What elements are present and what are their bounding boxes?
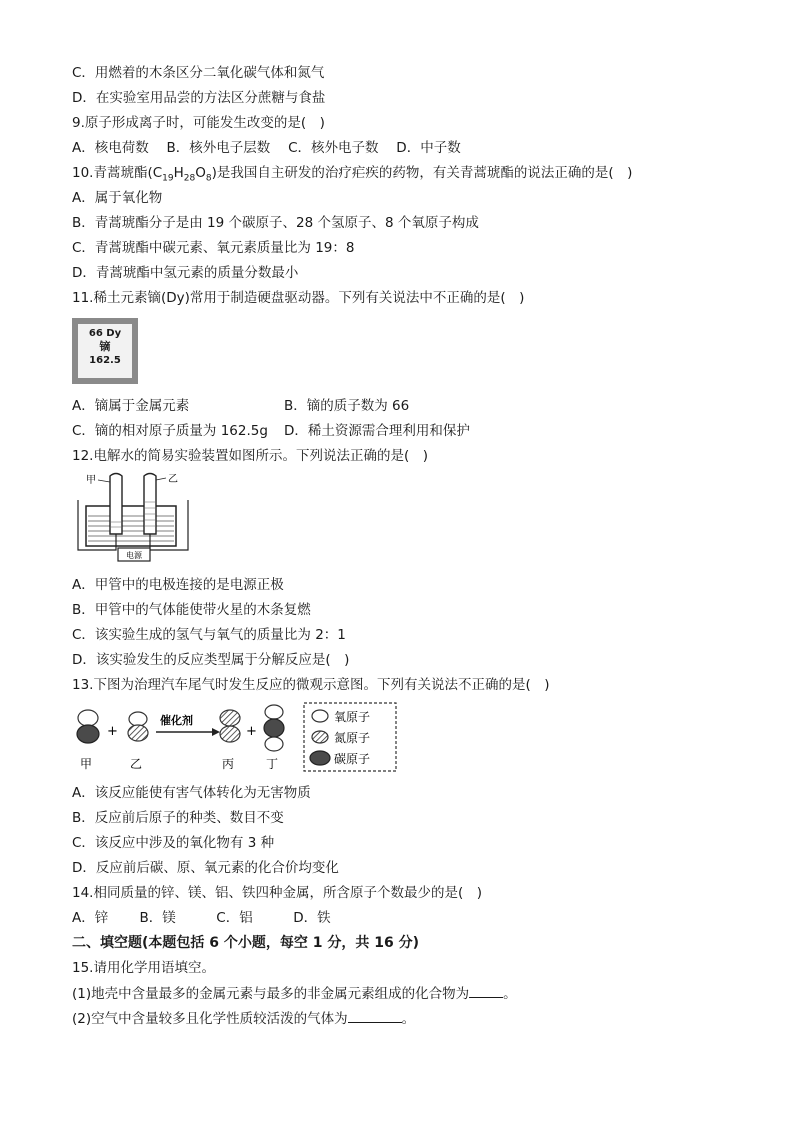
legend-oxygen-swatch — [312, 710, 328, 722]
q10-stem: 10.青蒿琥酯$(C_{19}H_{28}O_8)$是我国自主研发的治疗疟疾的药物，有关青蒿琥酯的说法正确的是( ) — [72, 165, 633, 184]
legend-carbon-swatch — [310, 751, 330, 765]
q9-stem: 9.原子形成离子时，可能发生改变的是( ) — [72, 115, 325, 131]
power-label: 电源 — [126, 551, 142, 560]
element-tile — [78, 324, 132, 378]
electrolysis-apparatus-diagram — [72, 472, 196, 564]
q11-option-a: A．镝属于金属元素 — [72, 398, 190, 414]
legend-oxygen-label: 氧原子 — [334, 710, 371, 724]
label-bing: 丙 — [222, 757, 235, 771]
plus-2: + — [246, 724, 257, 739]
legend-nitrogen-swatch — [312, 731, 328, 743]
q11-option-b: B．镝的质子数为 66 — [284, 398, 410, 414]
q14-options: A．锌 B．镁 C．铝 D．铁 — [72, 910, 331, 926]
q11-option-d: D．稀土资源需合理利用和保护 — [284, 423, 470, 439]
q10-option-d: D．青蒿琥酯中氢元素的质量分数最小 — [72, 265, 299, 281]
q9-options: A．核电荷数 B．核外电子层数 C．核外电子数 D．中子数 — [72, 140, 461, 156]
label-yi: 乙 — [168, 474, 178, 485]
q15-part-2: (2)空气中含量较多且化学性质较活泼的气体为 。 — [72, 1011, 416, 1027]
q12-option-c: C．该实验生成的氢气与氧气的质量比为 2：1 — [72, 627, 346, 643]
element-tile-image — [72, 318, 138, 384]
q15-blank-1[interactable] — [469, 984, 503, 998]
legend-carbon-label: 碳原子 — [334, 752, 371, 766]
tube-jia — [110, 474, 122, 535]
water — [88, 516, 174, 541]
label-ding: 丁 — [266, 757, 279, 771]
catalyst-label: 催化剂 — [160, 714, 193, 727]
q15-blank-2[interactable] — [348, 1009, 402, 1023]
q11-stem: 11.稀土元素镝(Dy)常用于制造硬盘驱动器。下列有关说法中不正确的是( ) — [72, 290, 525, 306]
molecule-jia — [77, 710, 99, 743]
q8-option-c: C．用燃着的木条区分二氧化碳气体和氮气 — [72, 65, 325, 81]
q13-stem: 13.下图为治理汽车尾气时发生反应的微观示意图。下列有关说法不正确的是( ) — [72, 677, 550, 693]
plus-1: + — [107, 724, 118, 739]
legend-nitrogen-label: 氮原子 — [334, 731, 371, 745]
molecule-yi — [128, 712, 148, 741]
molecule-ding — [264, 705, 284, 751]
label-yi: 乙 — [130, 757, 143, 771]
q11-option-c: C．镝的相对原子质量为 162.5g — [72, 423, 268, 439]
molecule-bing — [220, 710, 240, 742]
element-mass: 162.5 — [89, 355, 121, 366]
q10-option-c: C．青蒿琥酯中碳元素、氧元素质量比为 19：8 — [72, 240, 355, 256]
section-2-title: 二、填空题(本题包括 6 个小题，每空 1 分，共 16 分) — [72, 935, 420, 951]
tube-yi — [144, 474, 156, 535]
label-jia: 甲 — [80, 757, 93, 771]
q10-option-b: B．青蒿琥酯分子是由 19 个碳原子、28 个氢原子、8 个氧原子构成 — [72, 215, 479, 231]
label-jia: 甲 — [86, 475, 96, 486]
q15-stem: 15.请用化学用语填空。 — [72, 960, 215, 976]
q8-option-d: D．在实验室用品尝的方法区分蔗糖与食盐 — [72, 90, 326, 106]
q13-option-c: C．该反应中涉及的氧化物有 3 种 — [72, 835, 275, 851]
q12-option-b: B．甲管中的气体能使带火星的木条复燃 — [72, 602, 311, 618]
q13-option-b: B．反应前后原子的种类、数目不变 — [72, 810, 284, 826]
element-name: 镝 — [99, 340, 111, 353]
element-number-symbol: 66 Dy — [88, 328, 122, 339]
q12-option-d: D．该实验发生的反应类型属于分解反应是( ) — [72, 652, 350, 668]
q12-option-a: A．甲管中的电极连接的是电源正极 — [72, 577, 284, 593]
q13-option-a: A．该反应能使有害气体转化为无害物质 — [72, 785, 311, 801]
q12-stem: 12.电解水的简易实验装置如图所示。下列说法正确的是( ) — [72, 448, 429, 464]
q10-option-a: A．属于氧化物 — [72, 190, 163, 206]
q15-part-1: (1)地壳中含量最多的金属元素与最多的非金属元素组成的化合物为 。 — [72, 986, 517, 1002]
q13-option-d: D．反应前后碳、原、氧元素的化合价均变化 — [72, 860, 339, 876]
q14-stem: 14.相同质量的锌、镁、铝、铁四种金属，所含原子个数最少的是( ) — [72, 885, 483, 901]
reaction-microscopic-diagram — [72, 702, 398, 774]
